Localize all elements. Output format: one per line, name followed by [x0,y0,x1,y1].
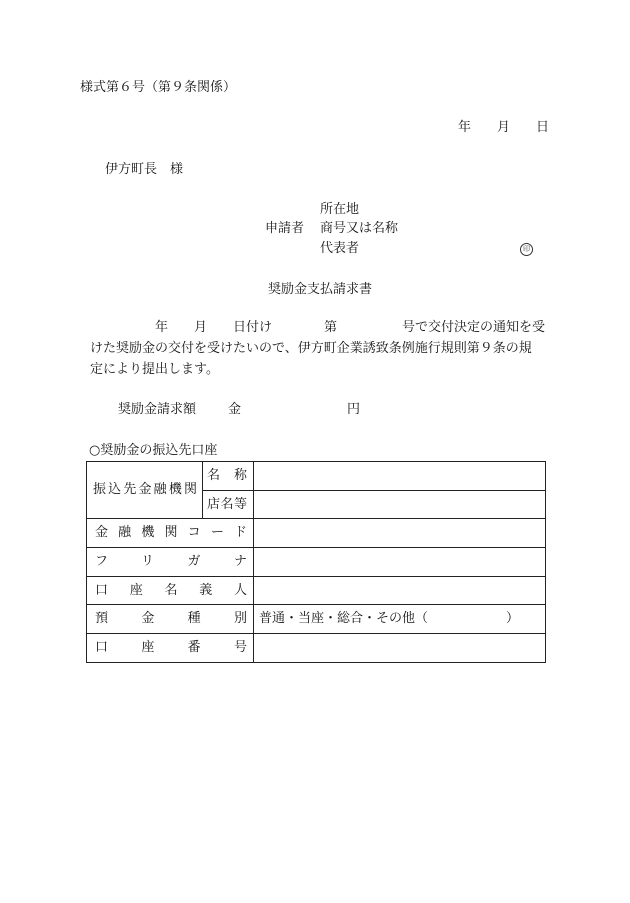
bank-account-table [86,461,546,663]
deposit-type-options: 普通・当座・総合・その他（ ） [259,611,520,627]
branch-value-cell [254,490,546,519]
branch-label-cell [203,490,254,519]
form-number: 様式第６号（第９条関係） [80,80,237,95]
applicant-name-label: 商号又は名称 [320,221,399,236]
deposit-type-label: 預金種別 [95,611,247,627]
applicant-address-label: 所在地 [320,202,360,217]
furigana-label: フリガナ [95,553,247,569]
bank-code-value-cell [254,519,546,548]
branch-label: 店名等 [207,496,247,512]
request-amount-prefix: 金 [228,402,242,417]
account-number-value-cell [254,634,546,663]
document-title: 奨励金支払請求書 [268,282,373,297]
bank-name-label-cell [203,462,254,491]
bank-name-label: 名 称 [207,467,247,483]
addressee: 伊方町長 様 [105,162,184,177]
applicant-role-label: 申請者 [265,221,305,236]
bank-institution-label-cell [87,462,203,519]
table-row [87,519,546,548]
applicant-representative-label: 代表者 [320,241,360,256]
account-holder-label-cell [87,576,254,605]
bank-code-label-cell [87,519,254,548]
account-number-label-cell [87,634,254,663]
body-line-3: 定により提出します。 [90,362,219,377]
table-row [87,605,546,634]
furigana-value-cell [254,548,546,577]
request-amount-unit: 円 [347,402,361,417]
request-amount-label: 奨励金請求額 [118,402,197,417]
bank-code-label: 金融機関コード [95,525,247,541]
bank-name-value-cell [254,462,546,491]
table-row [87,634,546,663]
table-row [87,462,546,491]
furigana-label-cell [87,548,254,577]
account-holder-label: 口座名義人 [95,582,247,598]
body-line-2: けた奨励金の交付を受けたいので、伊方町企業誘致条例施行規則第９条の規 [90,341,532,356]
body-line-1: 年 月 日付け 第 号で交付決定の通知を受 [90,320,546,335]
table-row [87,548,546,577]
account-heading: ○奨励金の振込先口座 [89,443,218,458]
account-holder-value-cell [254,576,546,605]
account-number-label: 口座番号 [95,639,247,655]
deposit-type-value-cell [254,605,546,634]
seal-mark: 印 [520,243,533,256]
date-line: 年 月 日 [457,120,549,135]
deposit-type-label-cell [87,605,254,634]
bank-institution-label: 振込先金融機関 [93,482,197,498]
table-row [87,576,546,605]
